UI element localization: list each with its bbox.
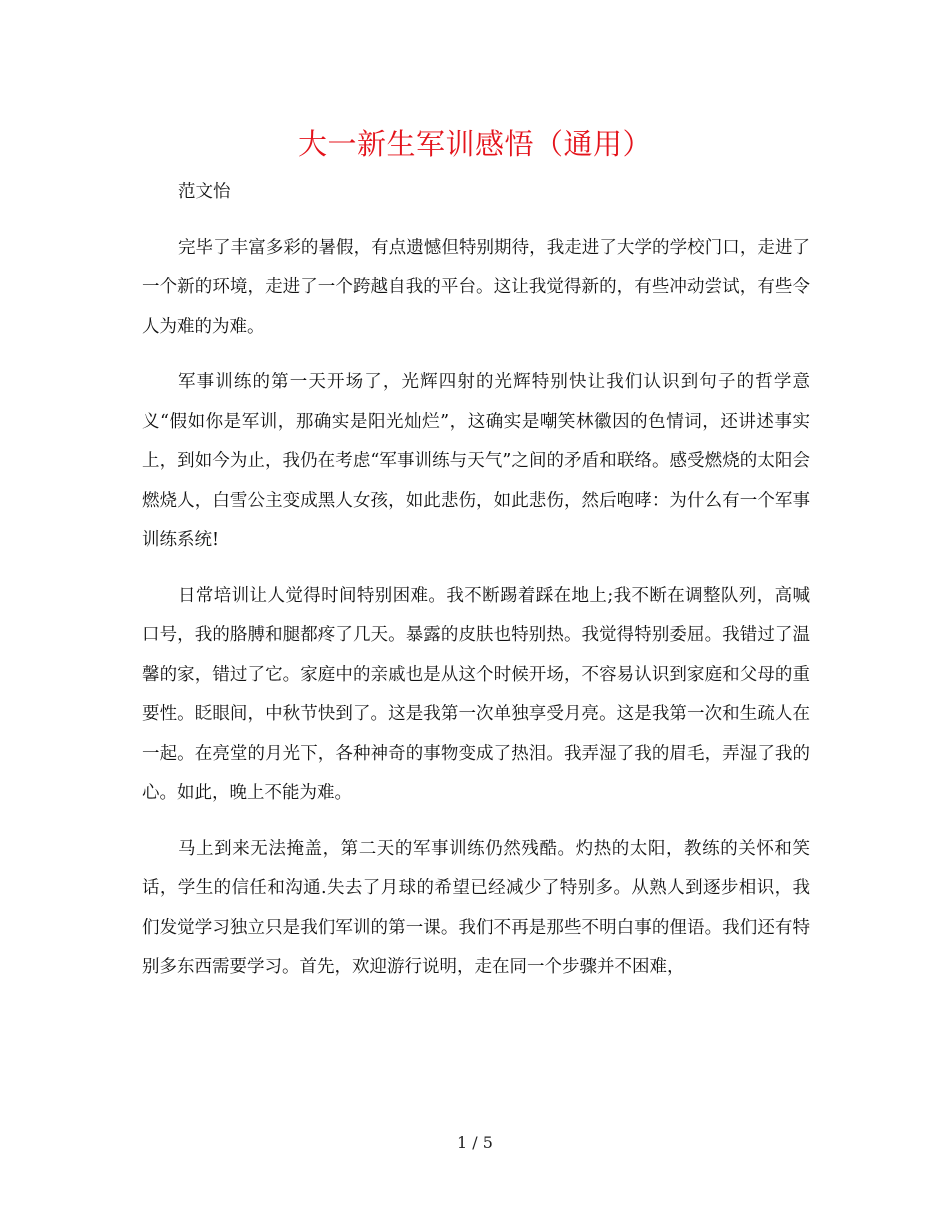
paragraph-1: 完毕了丰富多彩的暑假，有点遗憾但特别期待，我走进了大学的学校门口，走进了一个新的环境，走进了一个跨越自我的平台。这让我觉得新的，有些冲动尝试，有些令人为难的为难。 — [142, 237, 810, 337]
document-body — [142, 173, 810, 1004]
page-number: 1 / 5 — [457, 1133, 493, 1152]
paragraph-3: 日常培训让人觉得时间特别困难。我不断踢着踩在地上;我不断在调整队列，高喊口号，我的胳膊和腿都疼了几天。暴露的皮肤也特别热。我觉得特别委屈。我错过了温馨的家，错过了它。家庭中的亲戚也是从这个时候开场，不容易认识到家庭和父母的重要性。眨眼间，中秋节快到了。这是我第一次单独享受月亮。这是我第一次和生疏人在一起。在亮堂的月光下，各种神奇的事物变成了热泪。我弄湿了我的眉毛，弄湿了我的心。如此，晚上不能为难。 — [142, 585, 810, 803]
document-title: 大一新生军训感悟（通用） — [297, 127, 652, 161]
author-name: 范文怡 — [178, 182, 231, 202]
paragraph-4: 马上到来无法掩盖，第二天的军事训练仍然残酷。灼热的太阳，教练的关怀和笑话，学生的信任和沟通.失去了月球的希望已经减少了特别多。从熟人到逐步相识，我们发觉学习独立只是我们军训的第一课。我们不再是那些不明白事的俚语。我们还有特别多东西需要学习。首先，欢迎游行说明，走在同一个步骤并不困难， — [142, 838, 810, 977]
paragraph-2: 军事训练的第一天开场了，光辉四射的光辉特别快让我们认识到句子的哲学意义“假如你是军训，那确实是阳光灿烂”，这确实是嘲笑林徽因的色情词，还讲述事实上，到如今为止，我仍在考虑“军事训练与天气”之间的矛盾和联络。感受燃烧的太阳会燃烧人，白雪公主变成黑人女孩，如此悲伤，如此悲伤，然后咆哮：为什么有一个军事训练系统! — [142, 372, 810, 550]
